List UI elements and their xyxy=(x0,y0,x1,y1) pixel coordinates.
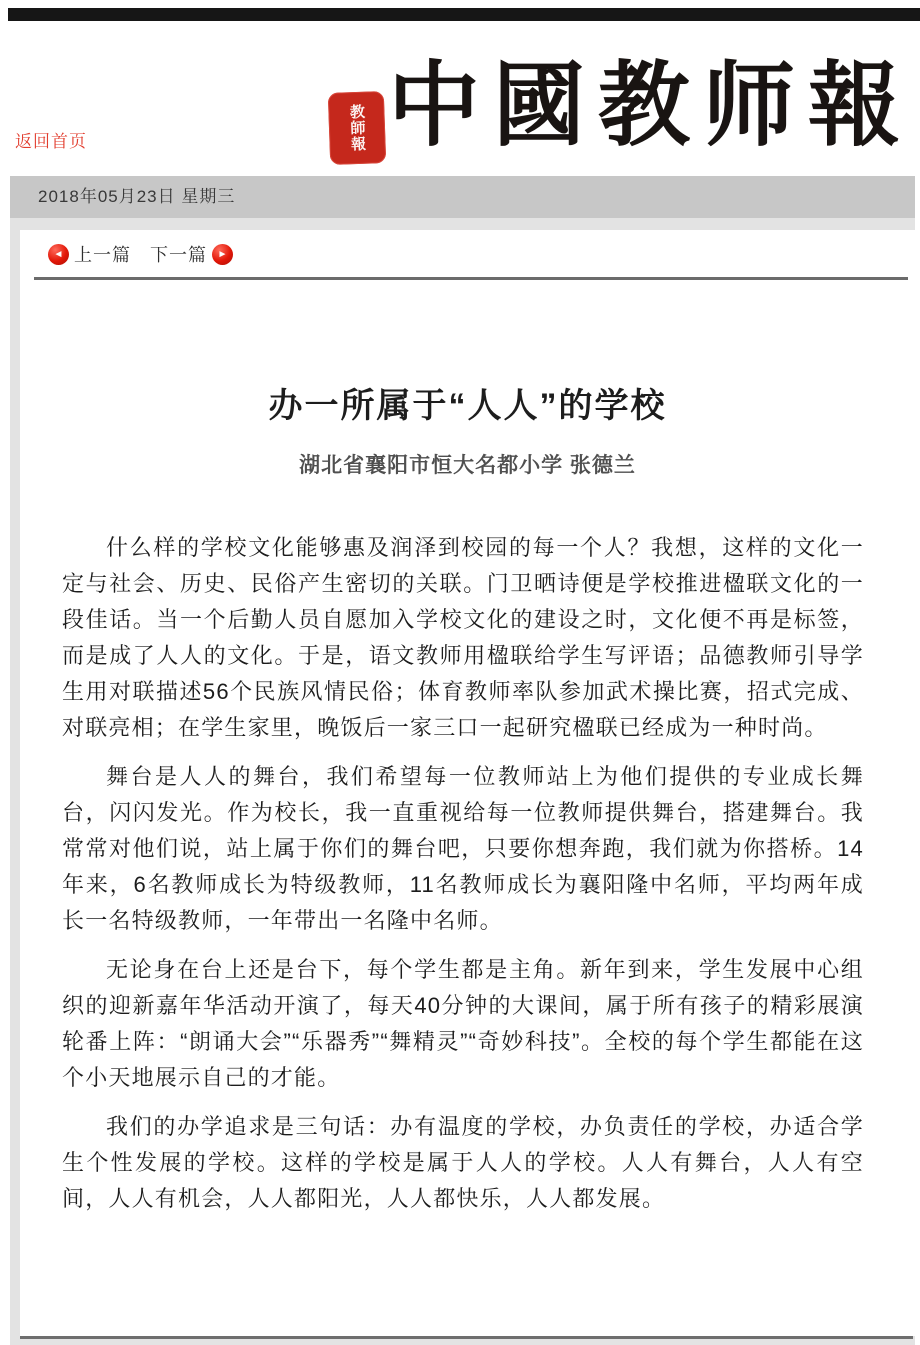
article-pager xyxy=(48,241,233,267)
newspaper-seal-stamp-icon xyxy=(328,91,386,165)
article-body xyxy=(62,530,864,1230)
article-byline: 湖北省襄阳市恒大名都小学 张德兰 xyxy=(299,454,636,477)
site-header xyxy=(0,0,920,176)
top-divider-bar xyxy=(8,8,920,21)
date-text: 2018年05月23日 星期三 xyxy=(38,187,236,206)
article-title: 办一所属于“人人”的学校 xyxy=(268,386,667,425)
previous-article-icon[interactable]: ◄ xyxy=(48,244,69,265)
article-paragraph: 我们的办学追求是三句话：办有温度的学校，办负责任的学校，办适合学生个性发展的学校。这样的学校是属于人人的学校。人人有舞台，人人有空间，人人有机会，人人都阳光，人人都快乐，人人都发展。 xyxy=(62,1114,864,1211)
back-to-home-link[interactable]: 返回首页 xyxy=(15,132,87,151)
article-card xyxy=(20,230,915,1336)
next-article-link[interactable]: 下一篇 xyxy=(150,245,207,265)
article-paragraph: 什么样的学校文化能够惠及润泽到校园的每一个人？我想，这样的文化一定与社会、历史、民俗产生密切的关联。门卫晒诗便是学校推进楹联文化的一段佳话。当一个后勤人员自愿加入学校文化的建设之时，文化便不再是标签，而是成了人人的文化。于是，语文教师用楹联给学生写评语；品德教师引导学生用对联描述56个民族风情民俗；体育教师率队参加武术操比赛，招式完成、对联亮相；在学生家里，晚饭后一家三口一起研究楹联已经成为一种时尚。 xyxy=(62,535,864,740)
header-rule xyxy=(34,277,908,280)
masthead-logo: 中國教师報 xyxy=(388,51,914,159)
seal-glyphs: 教師報 xyxy=(347,103,368,153)
previous-article-link[interactable]: 上一篇 xyxy=(74,245,131,265)
article-paragraph: 无论身在台上还是台下，每个学生都是主角。新年到来，学生发展中心组织的迎新嘉年华活动开演了，每天40分钟的大课间，属于所有孩子的精彩展演轮番上阵：“朗诵大会”“乐器秀”“舞精灵”“奇妙科技”。全校的每个学生都能在这个小天地展示自己的才能。 xyxy=(62,957,864,1090)
date-bar xyxy=(10,176,915,218)
footer-rule xyxy=(20,1336,913,1339)
article-paragraph: 舞台是人人的舞台，我们希望每一位教师站上为他们提供的专业成长舞台，闪闪发光。作为校长，我一直重视给每一位教师提供舞台，搭建舞台。我常常对他们说，站上属于你们的舞台吧，只要你想奔跑，我们就为你搭桥。14年来，6名教师成长为特级教师，11名教师成长为襄阳隆中名师，平均两年成长一名特级教师，一年带出一名隆中名师。 xyxy=(62,764,864,933)
content-panel xyxy=(10,218,915,1345)
next-article-icon[interactable]: ► xyxy=(212,244,233,265)
